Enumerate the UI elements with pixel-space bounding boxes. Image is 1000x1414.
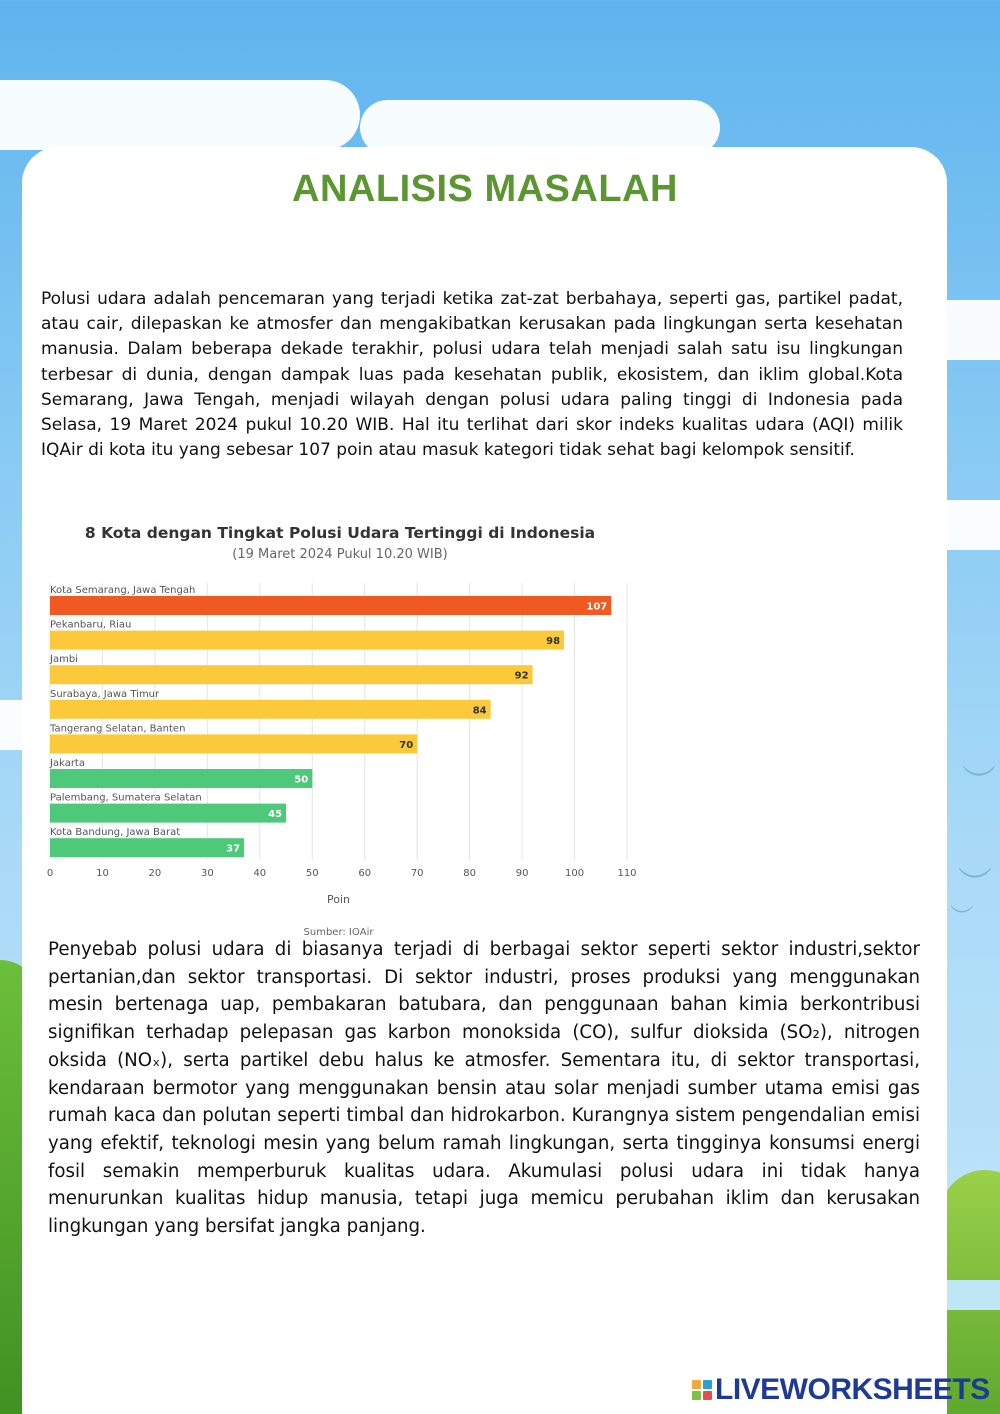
bar — [50, 804, 286, 823]
liveworksheets-logo — [692, 1370, 990, 1410]
x-tick-label: 90 — [515, 867, 529, 879]
x-tick-label: 20 — [148, 867, 162, 879]
bar-value-label: 37 — [226, 843, 241, 855]
x-tick-label: 80 — [463, 867, 477, 879]
intro-paragraph: Polusi udara adalah pencemaran yang terjadi ketika zat-zat berbahaya, seperti gas, partikel padat, atau cair, dilepaskan ke atmosfer dan mengakibatkan kerusakan pada lingkungan serta kesehatan manusia. Dalam beberapa dekade terakhir, polusi udara telah menjadi salah satu isu lingkungan terbesar di dunia, dengan dampak luas pada kesehatan publik, ekosistem, dan iklim global.Kota Semarang, Jawa Tengah, menjadi wilayah dengan polusi udara paling tinggi di Indonesia pada Selasa, 19 Maret 2024 pukul 10.20 WIB. Hal itu terlihat dari skor indeks kualitas udara (AQI) milik IQAir di kota itu yang sebesar 107 poin atau masuk kategori tidak sehat bagi kelompok sensitif. — [41, 289, 903, 461]
x-tick-label: 70 — [410, 867, 424, 879]
bar — [50, 631, 564, 650]
bar — [50, 769, 312, 788]
chart-subtitle: (19 Maret 2024 Pukul 10.20 WIB) — [232, 547, 448, 562]
chart-plot-area — [40, 520, 650, 935]
page-title: ANALISIS MASALAH — [292, 168, 678, 210]
x-tick-label: 40 — [253, 867, 267, 879]
x-tick-label: 10 — [96, 867, 109, 879]
bar — [50, 596, 611, 615]
logo-icon — [692, 1380, 712, 1400]
logo-text: LIVEWORKSHEETS — [715, 1373, 990, 1406]
category-label: Kota Semarang, Jawa Tengah — [50, 585, 196, 596]
category-label: Kota Bandung, Jawa Barat — [50, 827, 181, 839]
x-tick-label: 30 — [200, 867, 214, 879]
x-tick-label: 60 — [358, 867, 372, 879]
bar — [50, 734, 417, 753]
bar-value-label: 50 — [294, 774, 309, 786]
category-label: Jambi — [50, 654, 78, 666]
bar-value-label: 45 — [268, 809, 283, 821]
category-label: Palembang, Sumatera Selatan — [50, 792, 202, 804]
x-tick-label: 0 — [46, 867, 54, 879]
cloud-decoration — [0, 80, 360, 150]
x-tick-label: 110 — [617, 867, 637, 879]
bird-icon: ︶ — [958, 865, 992, 905]
bar — [50, 665, 533, 684]
chart-source: Sumber: IQAir — [303, 926, 374, 935]
causes-paragraph: Penyebab polusi udara di biasanya terjadi di berbagai sektor seperti sektor industri,sektor pertanian,dan sektor transportasi. Di sektor industri, proses produksi yang menggunakan mesin bertenaga uap, pembakaran batubara, dan penggunaan bahan kimia berkontribusi signifikan terhadap pelepasan gas karbon monoksida (CO), sulfur dioksida (SO₂), nitrogen oksida (NOₓ), serta partikel debu halus ke atmosfer. Sementara itu, di sektor transportasi, kendaraan bermotor yang menggunakan bensin atau solar menjadi sumber utama emisi gas rumah kaca dan polutan seperti timbal dan hidrokarbon. Kurangnya sistem pengendalian emisi yang efektif, teknologi mesin yang belum ramah lingkungan, serta tingginya konsumsi energi fosil semakin memperburuk kualitas udara. Akumulasi polusi udara ini tidak hanya menurunkan kualitas hidup manusia, tetapi juga memicu perubahan iklim dan kerusakan lingkungan yang bersifat jangka panjang. — [48, 939, 920, 1238]
category-label: Jakarta — [50, 758, 85, 769]
pollution-chart — [40, 520, 650, 935]
bar-value-label: 98 — [546, 636, 561, 648]
category-label: Surabaya, Jawa Timur — [50, 688, 160, 700]
water-decoration — [940, 1280, 1000, 1310]
bar-value-label: 92 — [514, 670, 529, 682]
bird-icon: ︶ — [950, 903, 974, 931]
category-label: Tangerang Selatan, Banten — [50, 723, 186, 735]
bar — [50, 700, 491, 719]
bar-value-label: 107 — [586, 601, 608, 613]
chart-title: 8 Kota dengan Tingkat Polusi Udara Tertinggi di Indonesia — [84, 524, 596, 542]
x-tick-label: 100 — [564, 867, 585, 879]
bird-icon: ︶ — [962, 763, 996, 803]
bar-value-label: 70 — [399, 739, 414, 751]
x-tick-label: 50 — [305, 867, 319, 879]
bar — [50, 838, 244, 857]
bar-value-label: 84 — [472, 705, 487, 717]
x-axis-label: Poin — [327, 892, 350, 906]
category-label: Pekanbaru, Riau — [50, 619, 132, 631]
